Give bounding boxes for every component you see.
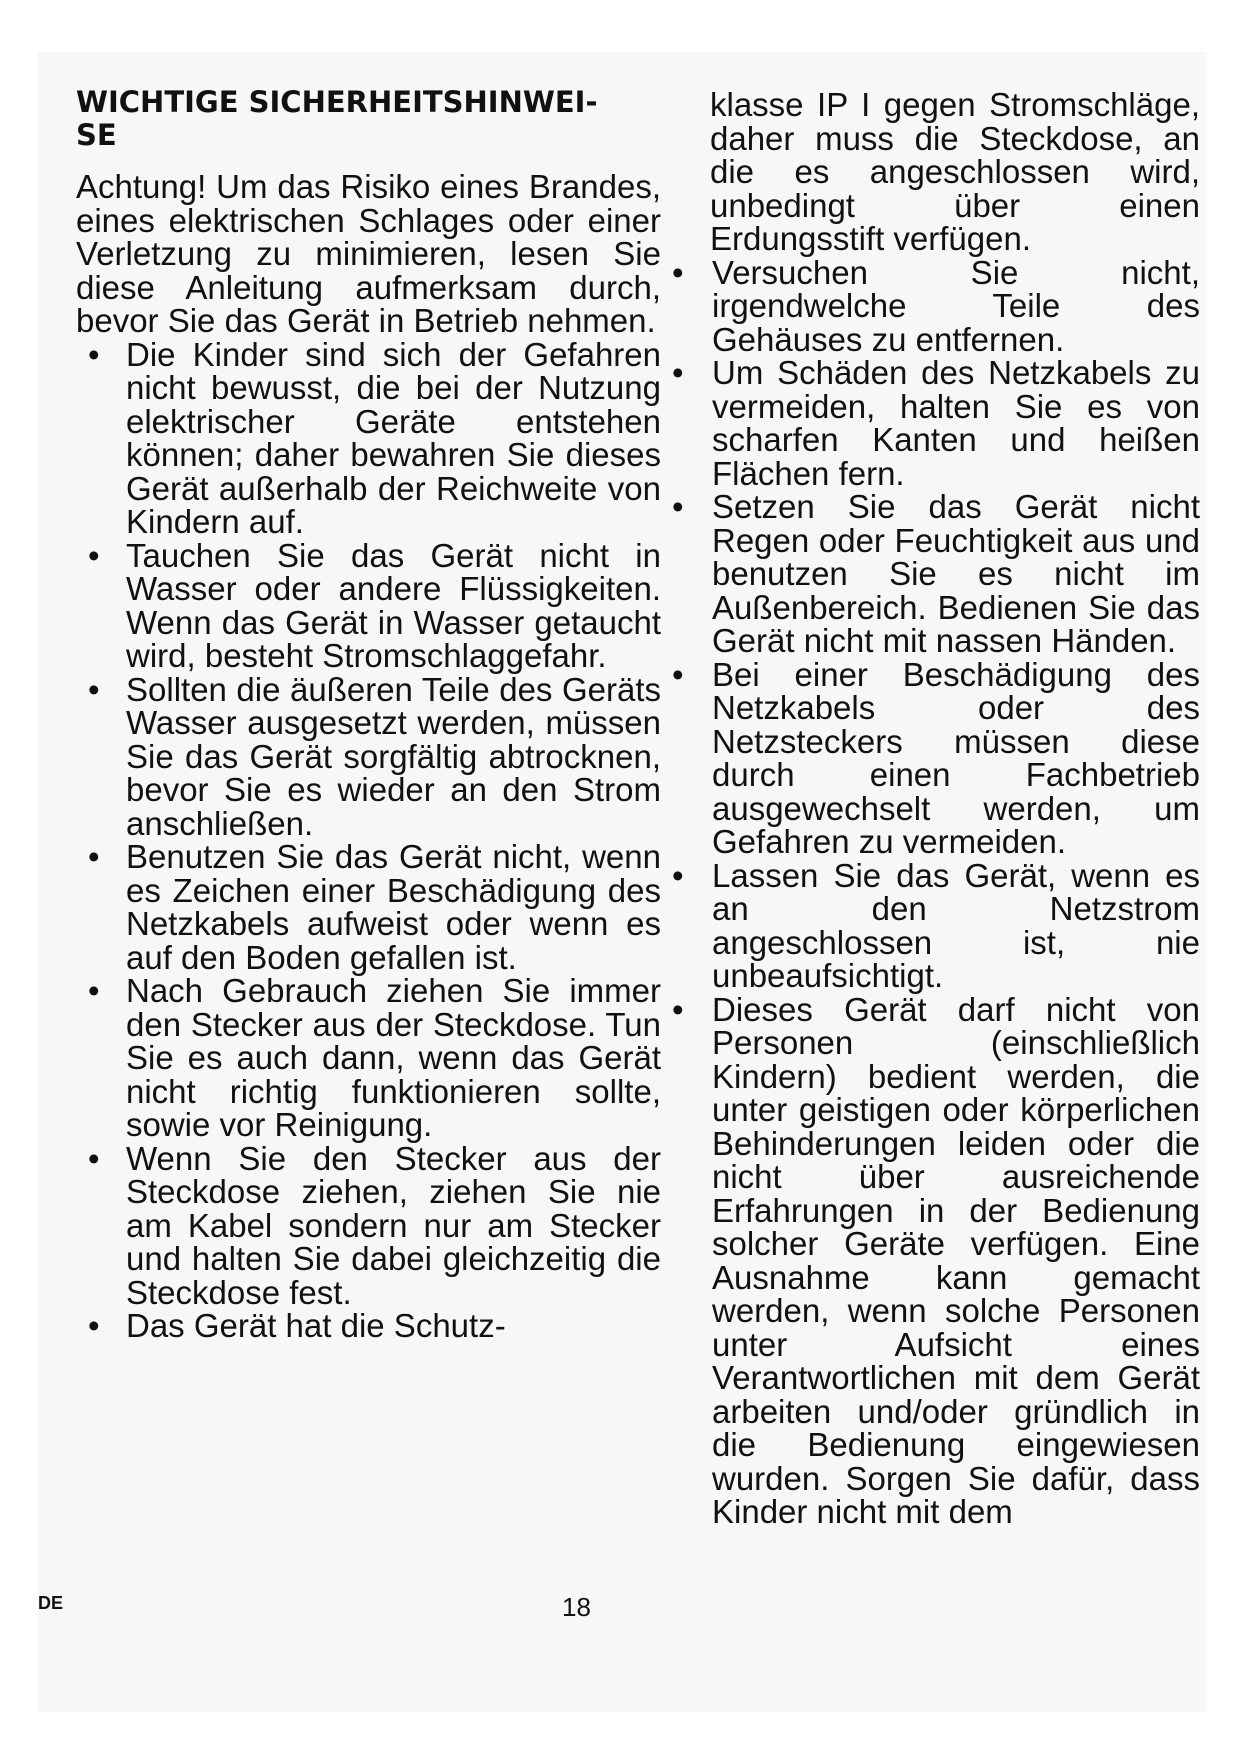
safety-item: • Tauchen Sie das Gerät nicht in Wasser oder andere Flüssigkeiten. Wenn das Gerät in Wasser getaucht wird, besteht Stromschlaggefahr.: [88, 536, 661, 674]
section-heading: WICHTIGE SICHERHEITSHINWEI-SE: [76, 85, 598, 152]
language-code: DE: [38, 1593, 64, 1613]
bullet-icon: •: [88, 1307, 100, 1344]
bullet-icon: •: [672, 354, 684, 391]
bullet-icon: •: [672, 655, 684, 693]
left-safety-list: [76, 335, 661, 1344]
safety-item: • Wenn Sie den Stecker aus der Steckdose ziehen, ziehen Sie nie am Kabel sondern nur am Stecker und halten Sie dabei gleichzeitig die Steckdose fest.: [88, 1139, 661, 1311]
safety-item: • Lassen Sie das Gerät, wenn es an den Netzstrom angeschlossen ist, nie unbeaufsichtigt.: [672, 856, 1200, 994]
bullet-icon: •: [88, 335, 100, 373]
safety-item: • Das Gerät hat die Schutz-: [88, 1307, 506, 1344]
bullet-icon: •: [672, 856, 684, 894]
document-page: [38, 52, 1206, 1712]
safety-item: • Um Schäden des Netzkabels zu vermeiden, halten Sie es von scharfen Kanten und heißen Flächen fern.: [672, 354, 1200, 492]
bullet-icon: •: [88, 670, 100, 708]
safety-item: • Benutzen Sie das Gerät nicht, wenn es Zeichen einer Beschädigung des Netzkabels aufweist oder wenn es auf den Boden gefallen ist.: [88, 838, 661, 976]
intro-paragraph: Achtung! Um das Risiko eines Brandes, eines elektrischen Schlages oder einer Verletzung zu minimieren, lesen Sie diese Anleitung aufmerksam durch, bevor Sie das Gerät in Betrieb nehmen.: [76, 168, 661, 339]
safety-item: • Die Kinder sind sich der Gefahren nicht bewusst, die bei der Nutzung elektrischer Geräte entstehen können; daher bewahren Sie dieses Gerät außerhalb der Reichweite von Kindern auf.: [88, 335, 661, 540]
right-safety-list: [660, 253, 1200, 1530]
safety-item: • Setzen Sie das Gerät nicht Regen oder Feuchtigkeit aus und benutzen Sie es nicht im Außenbereich. Bedienen Sie das Gerät nicht mit nassen Händen.: [672, 488, 1200, 659]
safety-item: • Sollten die äußeren Teile des Geräts Wasser ausgesetzt werden, müssen Sie das Gerät sorgfältig abtrocknen, bevor Sie es wieder an den Strom anschließen.: [88, 670, 661, 842]
right-column: [660, 52, 1200, 1529]
page-number: 18: [562, 1592, 591, 1622]
bullet-icon: •: [88, 536, 100, 574]
safety-item: • Nach Gebrauch ziehen Sie immer den Stecker aus der Steckdose. Tun Sie es auch dann, wenn das Gerät nicht richtig funktionieren sollte, sowie vor Reinigung.: [88, 972, 661, 1143]
bullet-icon: •: [672, 488, 684, 525]
safety-item: • Bei einer Beschädigung des Netzkabels oder des Netzsteckers müssen diese durch einen Fachbetrieb ausgewechselt werden, um Gefahren zu vermeiden.: [672, 655, 1200, 860]
bullet-icon: •: [672, 990, 684, 1028]
bullet-icon: •: [672, 253, 684, 291]
bullet-icon: •: [88, 972, 100, 1009]
bullet-icon: •: [88, 1139, 100, 1177]
safety-item: • Versuchen Sie nicht, irgendwelche Teile des Gehäuses zu entfernen.: [672, 253, 1200, 358]
safety-item: • Dieses Gerät darf nicht von Personen (einschließlich Kindern) bedient werden, die unter geistigen oder körperlichen Behinderungen leiden oder die nicht über ausreichende Erfahrungen in der Bedienung solcher Geräte verfügen. Eine Ausnahme kann gemacht werden, wenn solche Personen unter Aufsicht eines Verantwortlichen mit dem Gerät arbeiten und/oder gründlich in die Bedienung eingewiesen wurden. Sorgen Sie dafür, dass Kinder nicht mit dem: [672, 990, 1200, 1530]
bullet-icon: •: [88, 838, 100, 875]
left-column: [76, 52, 661, 1343]
continued-item-text: klasse IP I gegen Stromschläge, daher muss die Steckdose, an die es angeschlossen wird, unbedingt über einen Erdungsstift verfügen.: [710, 86, 1200, 257]
